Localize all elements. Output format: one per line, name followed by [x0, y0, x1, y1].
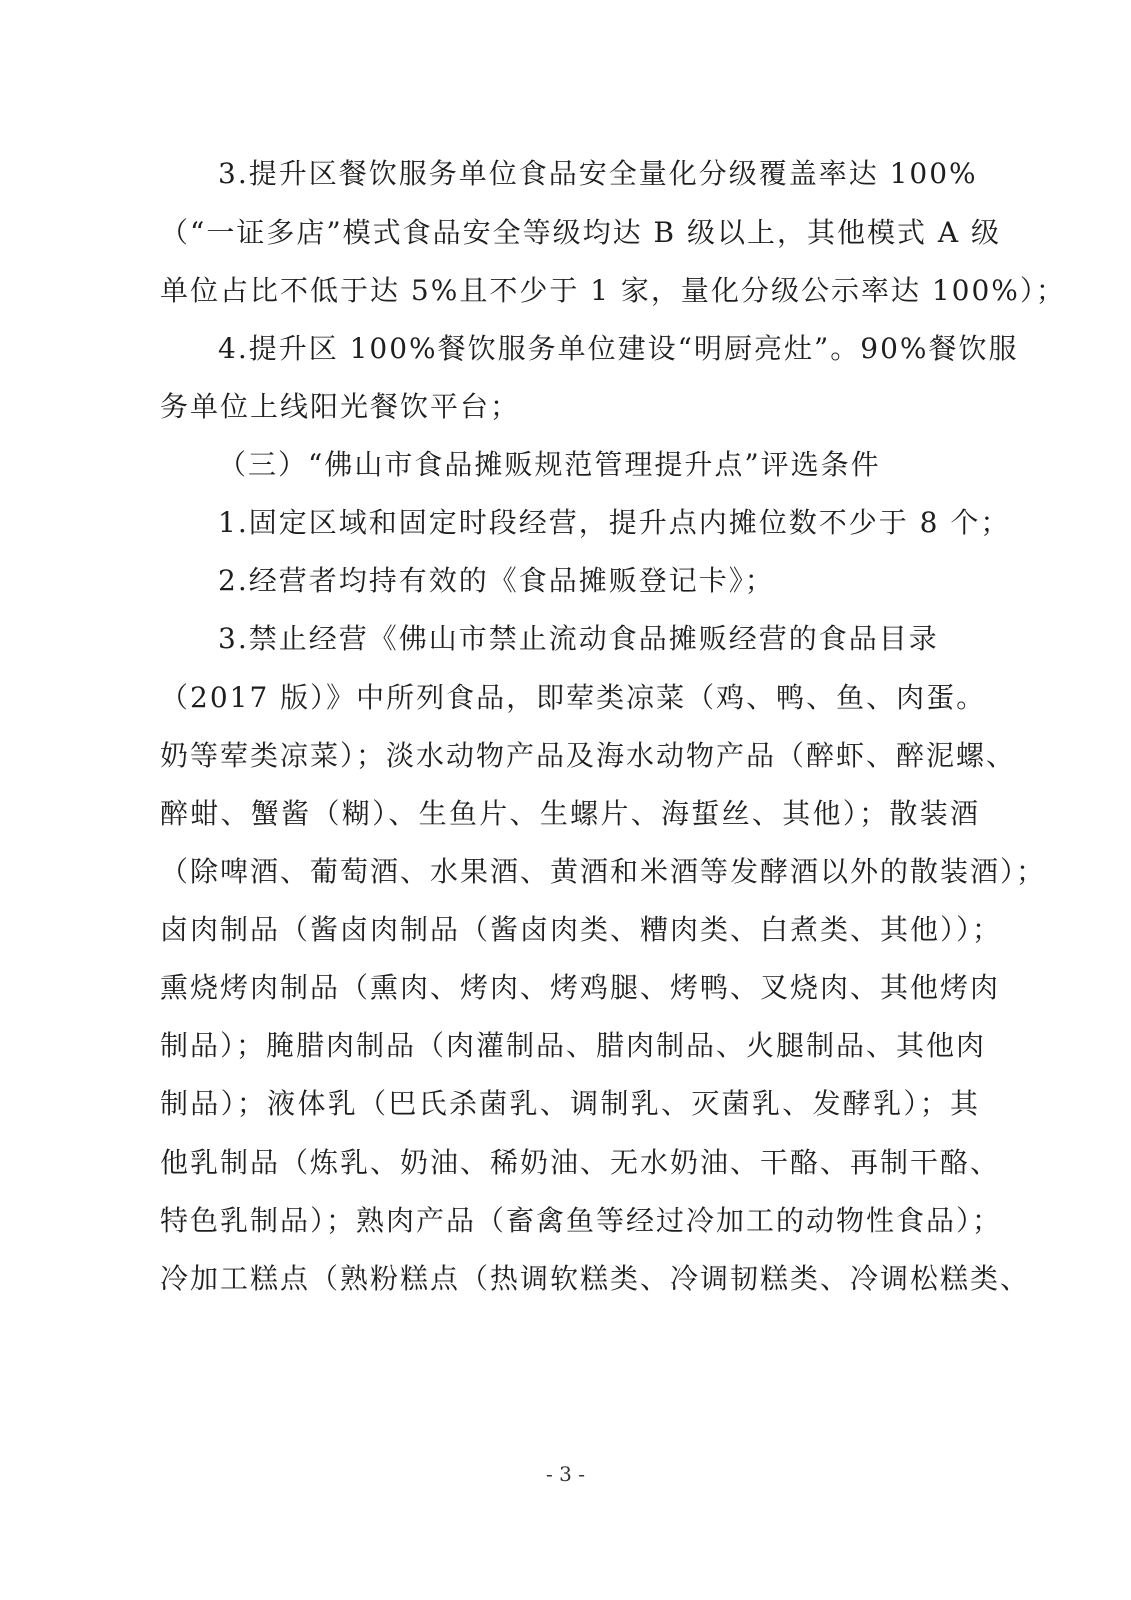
text-line: 3.提升区餐饮服务单位食品安全量化分级覆盖率达 100% — [218, 157, 978, 190]
text-line: 醉蚶、蟹酱（糊）、生鱼片、生螺片、海蜇丝、其他）；散装酒 — [160, 797, 980, 830]
text-line: 单位占比不低于达 5%且不少于 1 家，量化分级公示率达 100%）； — [160, 274, 1066, 307]
text-line: 3.禁止经营《佛山市禁止流动食品摊贩经营的食品目录 — [218, 622, 939, 655]
text-line: 特色乳制品）；熟肉产品（畜禽鱼等经过冷加工的动物性食品）； — [160, 1204, 1003, 1237]
text-line: 2.经营者均持有效的《食品摊贩登记卡》； — [218, 564, 775, 597]
page-number: - 3 - — [546, 1462, 585, 1486]
text-line: 4.提升区 100%餐饮服务单位建设“明厨亮灶”。90%餐饮服 — [218, 332, 1019, 365]
text-line: （“一证多店”模式食品安全等级均达 B 级以上，其他模式 A 级 — [160, 216, 1002, 249]
text-line: （除啤酒、葡萄酒、水果酒、黄酒和米酒等发酵酒以外的散装酒）； — [160, 855, 1047, 888]
text-line: 熏烧烤肉制品（熏肉、烤肉、烤鸡腿、烤鸭、叉烧肉、其他烤肉 — [160, 971, 1001, 1004]
text-line: 务单位上线阳光餐饮平台； — [160, 390, 521, 423]
text-line: 制品）；腌腊肉制品（肉灌制品、腊肉制品、火腿制品、其他肉 — [160, 1029, 987, 1062]
section-heading: （三）“佛山市食品摊贩规范管理提升点”评选条件 — [218, 448, 881, 481]
text-line: 1.固定区域和固定时段经营，提升点内摊位数不少于 8 个； — [218, 506, 1011, 539]
text-line: （2017 版）》中所列食品，即荤类凉菜（鸡、鸭、鱼、肉蛋。 — [160, 681, 987, 714]
text-line: 制品）；液体乳（巴氏杀菌乳、调制乳、灭菌乳、发酵乳）；其 — [160, 1087, 980, 1120]
text-line: 冷加工糕点（熟粉糕点（热调软糕类、冷调韧糕类、冷调松糕类、 — [160, 1262, 1031, 1295]
text-line: 卤肉制品（酱卤肉制品（酱卤肉类、糟肉类、白煮类、其他））； — [160, 913, 1003, 946]
text-line: 奶等荤类凉菜）；淡水动物产品及海水动物产品（醉虾、醉泥螺、 — [160, 739, 1017, 772]
text-line: 他乳制品（炼乳、奶油、稀奶油、无水奶油、干酪、再制干酪、 — [160, 1146, 1001, 1179]
